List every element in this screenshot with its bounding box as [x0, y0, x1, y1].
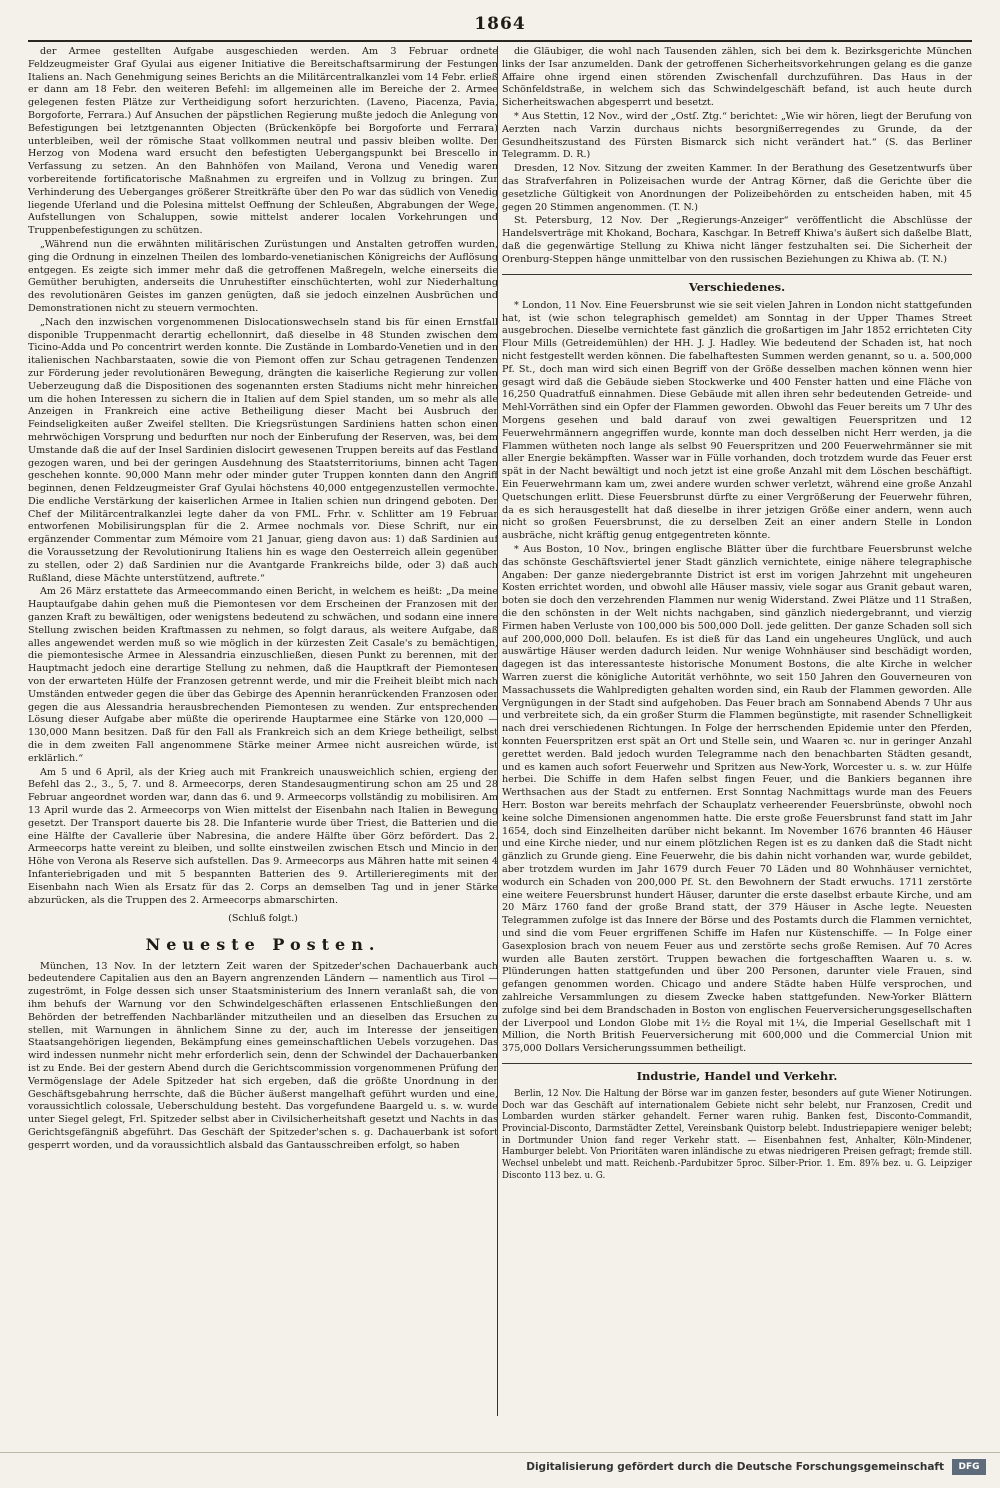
section-heading-misc: Verschiedenes. — [502, 274, 972, 295]
news-paragraph: Dresden, 12 Nov. Sitzung der zweiten Kammer. In der Berathung des Gesetzentwurfs über das Strafverfahren in Polizeisachen wurde der Antrag Körner, daß die Gerichte über die gesetzliche Gültigkeit von Anordnungen der Polizeibehörden zu entscheiden haben, mit 45 gegen 20 Stimmen angenommen. (T. N.) — [502, 163, 972, 213]
industry-paragraph: Berlin, 12 Nov. Die Haltung der Börse war im ganzen fester, besonders auf gute Wiener Notirungen. Doch war das Geschäft auf internationalem Gebiete nicht sehr belebt, nur Franzosen, Credit und Lombarden wurden stärker gehandelt. Ferner waren ruhig. Banken fest, Disconto-Commandit, Provincial-Disconto, Darmstädter Zettel, Vereinsbank Quistorp belebt. Industriepapiere weniger belebt; in Dortmunder Union fand reger Verkehr statt. — Eisenbahnen fest, Anhalter, Köln-Mindener, Hamburger belebt. Von Prioritäten waren inländische zu etwas niedrigeren Preisen gefragt; fremde still. Wechsel unbelebt und matt. Reichenb.-Pardubitzer 5proc. Silber-Prior. 1. Em. 89⅞ bez. u. G. Leipziger Disconto 113 bez. u. G. — [502, 1089, 972, 1181]
left-column — [28, 46, 498, 1424]
article-paragraph: Am 26 März erstattete das Armeecommando einen Bericht, in welchem es heißt: „Da meine Hauptaufgabe dahin gehen muß die Piemontesen vor dem Erscheinen der Franzosen mit der ganzen Kraft zu bewältigen, oder wenigstens bedeutend zu schwächen, und sodann eine innere Stellung zwischen beiden Kraftmassen zu nehmen, so folgt daraus, als weitere Aufgabe, daß alles angewendet werden muß so wie möglich in der kürzesten Zeit Casale's zu bemächtigen, die piemontesische Armee in Alessandria einzuschließen, diesen Punkt zu berennen, mit der Hauptmacht jedoch eine derartige Stellung zu nehmen, daß die Hauptkraft der Piemontesen von der erwarteten Hülfe der Franzosen getrennt werde, und mir die Freiheit bleibt mich nach Umständen entweder gegen die über das Gebirge des Apennin heranrückenden Franzosen oder gegen die aus Alessandria herausbrechenden Piemontesen zu wenden. Zur entsprechenden Lösung dieser Aufgabe aber müßte die operirende Hauptarmee eine Stärke von 120,000 — 130,000 Mann besitzen. Daß für den Fall als Frankreich sich an dem Kriege betheiligt, selbst die in dem zweiten Fall angenommene Stärke meiner Armee nicht ausreichen würde, ist erklärlich.“ — [28, 586, 498, 764]
section-heading-industry: Industrie, Handel und Verkehr. — [502, 1063, 972, 1084]
news-paragraph: St. Petersburg, 12 Nov. Der „Regierungs-Anzeiger“ veröffentlicht die Abschlüsse der Handelsverträge mit Khokand, Bochara, Kaschgar. In Betreff Khiwa's äußert sich daßelbe Blatt, daß die gegenwärtige Stellung zu Khiwa nicht länger festzuhalten sei. Die Sicherheit der Orenburg-Steppen hänge unmittelbar von den russischen Beziehungen zu Khiwa ab. (T. N.) — [502, 215, 972, 265]
news-paragraph: * Aus Stettin, 12 Nov., wird der „Ostſ. Ztg.“ berichtet: „Wie wir hören, liegt der Berufung von Aerzten nach Varzin durchaus nichts besorgnißerregendes zu Grunde, da der Gesundheitszustand des Fürsten Bismarck sich nicht verändert hat.“ (S. das Berliner Telegramm. D. R.) — [502, 110, 972, 161]
article-paragraph: „Nach den inzwischen vorgenommenen Dislocationswechseln stand bis für einen Ernstfall disponible Truppenmacht derartig echellonnirt, daß dieselbe in 48 Stunden zwischen dem Ticino-Adda und Po concentrirt werden konnte. Die Zustände in Lombardo-Venetien und in den italienischen Nachbarstaaten, sowie die von Piemont offen zur Schau getragenen Tendenzen zur Förderung jeder revolutionären Bewegung, drängten die kaiserliche Regierung zur vollen Ueberzeugung daß die Dispositionen des sogenannten ersten Stadiums nicht mehr hinreichen um die hohen Interessen zu sichern die in Italien auf dem Spiel standen, um so mehr als alle Anzeigen in Frankreich eine active Betheiligung dieser Macht bei Ausbruch der Feindseligkeiten außer Zweifel stellten. Die Kriegsrüstungen Sardiniens hatten schon einen mehrwöchigen Vorsprung und bedurften nur noch der Einberufung der Reserven, was, bei dem Umstande daß die auf der Insel Sardinien dislocirt gewesenen Truppen bereits auf das Festland gezogen waren, und bei der geringen Ausdehnung des Staatsterritoriums, binnen acht Tagen geschehen konnte. 90,000 Mann mehr oder minder guter Truppen konnten dann den Angriff beginnen, denen Feldzeugmeister Graf Gyulai höchstens 40,000 entgegenzustellen vermochte. Die endliche Verstärkung der kaiserlichen Armee in Italien schien nun dringend geboten. Der Chef der Militärcentralkanzlei legte daher da von FML. Frhr. v. Schlitter am 19 Februar entworfenen Mobilisirungsplan für die 2. Armee nochmals vor. Diese Schrift, nur ein ergänzender Commentar zum Mémoire vom 21 Januar, gieng davon aus: 1) daß Sardinien auf die Voraussetzung der Revolutionirung Italiens hin es wage den Oesterreich allein gegenüber zu stellen, oder 2) daß Sardinien nur die Avantgarde Frankreichs bilde, oder 3) daß auch Rußland, diese Mächte unterstützend, auftrete.“ — [28, 316, 498, 584]
article-paragraph: Am 5 und 6 April, als der Krieg auch mit Frankreich unausweichlich schien, ergieng der Befehl das 2., 3., 5, 7. und 8. Armeecorps, deren Standesaugmentirung schon am 25 und 28 Februar angeordnet worden war, dann das 6. und 9. Armeecorps vollständig zu mobilisiren. Am 13 April wurde das 2. Armeecorps von Wien mittelst der Eisenbahn nach Italien in Bewegung gesetzt. Der Transport dauerte bis 28. Die Infanterie wurde über Triest, die Batterien und die eine Hälfte der Cavallerie über Nabresina, die andere Hälfte über Görz befördert. Das 2. Armeecorps hatte vereint zu bleiben, und sollte einstweilen zwischen Etsch und Mincio in der Höhe von Verona als Reserve sich aufstellen. Das 9. Armeecorps aus Mähren hatte mit seinen 4 Infanteriebrigaden und mit 5 bespannten Batterien des 9. Artillerieregiments mit der Eisenbahn nach Wien als Ersatz für das 2. Corps an demselben Tag und in jener Stärke abzurücken, als die Truppen des 2. Armeecorps abmarschirten. — [28, 766, 498, 906]
column-divider — [497, 46, 498, 1416]
page-number: 1864 — [474, 14, 526, 34]
dfg-logo: DFG — [952, 1459, 986, 1475]
article-paragraph: „Während nun die erwähnten militärischen Zurüstungen und Anstalten getroffen wurden, ging die Ordnung in einzelnen Theilen des lombardo-venetianischen Königreichs der Auflösung entgegen. Es zeigte sich immer mehr daß die getroffenen Maßregeln, welche einerseits die Gemüther beruhigten, anderseits die Unruhestifter einschüchterten, wohl zur Niederhaltung des revolutionären Geistes im ganzen genügten, daß sie jedoch einzelnen Ausbrüchen und Demonstrationen nicht zu steuern vermochten. — [28, 238, 498, 314]
header-rule — [28, 40, 972, 42]
article-paragraph: der Armee gestellten Aufgabe ausgeschieden werden. Am 3 Februar ordnete Feldzeugmeister Graf Gyulai aus eigener Initiative die Bereitschaftsarmirung der Festungen Italiens an. Nach Genehmigung seines Berichts an die Militärcentralkanzlei vom 14 Febr. erließ er dann am 18 Febr. den weiteren Befehl: im allgemeinen alle im Bereiche der 2. Armee gelegenen festen Plätze zur Vertheidigung sofort herzurichten. (Laveno, Piacenza, Pavia, Borgoforte, Ferrara.) Auf Ansuchen der päpstlichen Regierung mußte jedoch die Anlegung von Befestigungen bei letztgenannten Objecten (Brückenköpfe bei Borgoforte und Ferrara) unterbleiben, weil der römische Staat vollkommen neutral und passiv bleiben wollte. Der Herzog von Modena ward ersucht den befestigten Uebergangspunkt bei Brescello in Verfassung zu setzen. An den Bahnhöfen von Mailand, Verona und Venedig waren vorbereitende fortificatorische Maßnahmen zu ergreifen und in Vollzug zu bringen. Zur Verhinderung des Ueberganges größerer Streitkräfte über den Po war das südlich von Venedig liegende Uferland und die Polesina mittelst Oeffnung der Schleußen, Abgrabungen der Wege, Aufstellungen von Schaluppen, sowie mittelst anderer localen Vorkehrungen und Truppenbefestigungen zu schützen. — [28, 46, 498, 237]
misc-paragraph: * Aus Boston, 10 Nov., bringen englische Blätter über die furchtbare Feuersbrunst welche das schönste Geschäftsviertel jener Stadt gänzlich vernichtete, einige nähere telegraphische Angaben: Der ganze niedergebrannte District ist erst im vorigen Jahrzehnt mit ungeheuren Kosten errichtet worden, und obwohl alle Häuser massiv, viele sogar aus Granit gebaut waren, boten sie doch den verzehrenden Flammen nur wenig Widerstand. Zwei Plätze und 11 Straßen, die den schönsten in der Welt nichts nachgaben, sind gänzlich niedergebrannt, und vierzig Firmen haben Verluste von 100,000 bis 500,000 Doll. jede gelitten. Der ganze Schaden soll sich auf 200,000,000 Doll. belaufen. Es ist dieß für das Land ein ungeheures Unglück, und auch auswärtige Häuser werden dadurch leiden. Nur wenige Wohnhäuser sind beschädigt worden, dagegen ist das interessanteste historische Monument Bostons, die alte Kirche in welcher Warren zuerst die königliche Autorität verhöhnte, wo seit 150 Jahren den Gouverneuren von Massachussets die Wahlpredigten gehalten worden sind, ein Raub der Flammen geworden. Alle Vergnügungen in der Stadt sind aufgehoben. Das Feuer brach am Sonnabend Abends 7 Uhr aus und verbreitete sich, da ein großer Sturm die Flammen begünstigte, mit rasender Schnelligkeit nach drei verschiedenen Richtungen. In Folge der herrschenden Epidemie unter den Pferden, konnten Feuerspritzen erst spät an Ort und Stelle sein, und Waaren ꝛc. nur in geringer Anzahl gerettet werden. Bald jedoch wurden Telegramme nach den benachbarten Städten gesandt, und es kamen auch sofort Feuerwehr und Spritzen aus New-York, Worcester u. s. w. zur Hülfe herbei. Die Schiffe in dem Hafen selbst fingen Feuer, und die Bankiers begannen ihre Werthsachen aus der Stadt zu entfernen. Erst Sonntag Nachmittags wurde man des Feuers Herr. Boston war bereits mehrfach der Schauplatz verheerender Feuersbrünste, obwohl noch keine solche Dimensionen angenommen hatte. Die erste große Feuersbrunst fand statt im Jahr 1654, doch sind Einzelheiten darüber nicht bekannt. Im November 1676 brannten 46 Häuser und eine Kirche nieder, und nur einem plötzlichen Regen ist es zu danken daß die Stadt nicht gänzlich zu Grunde gieng. Eine Feuerwehr, die bis dahin nicht vorhanden war, wurde gebildet, aber trotzdem wurden im Jahr 1679 durch Feuer 70 Läden und 80 Wohnhäuser vernichtet, wodurch ein Schaden von 200,000 Pf. St. den Bewohnern der Stadt erwuchs. 1711 zerstörte eine weitere Feuersbrunst hundert Häuser, darunter die erste daselbst erbaute Kirche, und am 20 März 1760 fand der große Brand statt, der 379 Häuser in Asche legte. Neuesten Telegrammen zufolge ist das Innere der Börse und des Postamts durch die Flammen vernichtet, und sind die vom Feuer ergriffenen Schiffe im Hafen nur Küstenschiffe. — In Folge einer Gasexplosion brach von neuem Feuer aus und zerstörte sechs große Remisen. Auf 70 Acres wurden alle Bauten zerstört. Truppen bewachen die fortgeschafften Waaren u. s. w. Plünderungen hatten stattgefunden und über 200 Personen, darunter viele Frauen, sind gefangen genommen worden. Chicago und andere Städte haben Hülfe versprochen, und zahlreiche Versammlungen zu diesem Zwecke haben stattgefunden. New-Yorker Blättern zufolge sind bei dem Brandschaden in Boston von englischen Feuerversicherungsgesellschaften der Liverpool und London Globe mit 1½ die Royal mit 1¼, die Imperial Gesellschaft mit 1 Million, die North British Feuerversicherung mit 600,000 und die Commercial Union mit 375,000 Dollars Versicherungssummen betheiligt. — [502, 544, 972, 1055]
news-paragraph: die Gläubiger, die wohl nach Tausenden zählen, sich bei dem k. Bezirksgerichte München links der Isar anzumelden. Dank der getroffenen Sicherheitsvorkehrungen gelang es die ganze Affaire ohne irgend einen störenden Zwischenfall durchzuführen. Das Haus in der Schönfeldstraße, in welchem sich das Schwindelgeschäft befand, ist auch heute durch Sicherheitswachen abgesperrt und besetzt. — [502, 46, 972, 109]
misc-paragraph: * London, 11 Nov. Eine Feuersbrunst wie sie seit vielen Jahren in London nicht stattgefunden hat, ist (wie schon telegraphisch gemeldet) am Sonntag in der Upper Thames Street ausgebrochen. Dieselbe vernichtete fast gänzlich die großartigen im Jahr 1852 errichteten City Flour Mills (Getreidemühlen) der HH. J. J. Hadley. Wie bedeutend der Schaden ist, hat noch nicht festgestellt werden können. Die fabelhaftesten Summen werden genannt, so u. a. 500,000 Pf. St., doch man wird sich einen Begriff von der Größe desselben machen können wenn hier gesagt wird daß die Gebäude sieben Stockwerke und 400 Fenster hatten und eine Fläche von 16,250 Quadratfuß einnahmen. Diese Gebäude mit allen ihren sehr bedeutenden Getreide- und Mehl-Vorräthen sind ein Opfer der Flammen geworden. Obwohl das Feuer bereits um 7 Uhr des Morgens gesehen und bald darauf von zwei gewaltigen Feuerspritzen und 12 Feuerwehrmännern angegriffen wurde, konnte man doch desselben nicht Herr werden, ja die Flammen wütheten noch lange als selbst 90 Feuerspritzen und 200 Feuerwehrmänner sie mit aller Energie bekämpften. Wasser war in Fülle vorhanden, doch trotzdem wurde das Feuer erst spät in der Nacht bewältigt und noch jetzt ist eine große Anzahl mit dem Löschen beschäftigt. Ein Feuerwehrmann kam um, zwei andere wurden schwer verletzt, während eine große Anzahl Quetschungen erlitt. Diese Feuersbrunst dürfte zu einer Vergrößerung der Feuerwehr führen, da es sich herausgestellt hat daß dieselbe in ihrer jetzigen Größe einer andern, wenn auch nicht so großen Feuersbrunst, die zu derselben Zeit an einer andern Stelle in London ausbräche, nicht kräftig genug entgegentreten könnte. — [502, 299, 972, 542]
section-heading-latest-posts: Neueste Posten. — [145, 935, 381, 955]
footer-credit: Digitalisierung gefördert durch die Deutsche Forschungsgemeinschaft — [526, 1461, 944, 1473]
news-paragraph: München, 13 Nov. In der letztern Zeit waren der Spitzeder'schen Dachauerbank auch bedeutendere Capitalien aus den an Bayern angrenzenden Ländern — namentlich aus Tirol — zugeströmt, in Folge dessen sich unser Staatsministerium des Innern veranlaßt sah, die von ihm behufs der Warnung vor den Schwindelgeschäften erlassenen Entschließungen den Behörden der betreffenden Nachbarländer mitzutheilen und an dieselben das Ersuchen zu stellen, mit Warnungen in ähnlichem Sinne zu der, auch im Interesse der jenseitigen Staatsangehörigen liegenden, Bekämpfung eines gemeinschaftlichen Uebels vorzugehen. Das wird indessen nunmehr nicht mehr erforderlich sein, denn der Schwindel der Dachauerbanken ist zu Ende. Bei der gestern Abend durch die Gerichtscommission vorgenommenen Prüfung der Vermögenslage der Adele Spitzeder hat sich ergeben, daß die größte Unordnung in der Geschäftsgebahrung herrschte, daß die Bücher äußerst mangelhaft geführt wurden und eine, voraussichtlich colossale, Ueberschuldung besteht. Das vorgefundene Baargeld u. s. w. wurde unter Siegel gelegt, Frl. Spitzeder selbst aber in Civilsicherheitshaft gesetzt und Nachts in das Gerichtsgefängniß abgeführt. Das Geschäft der Spitzeder'schen s. g. Dachauerbank ist sofort gesperrt worden, und da voraussichtlich alsbald das Gantausschreiben erfolgt, so haben — [28, 960, 498, 1151]
footer-bar — [0, 1452, 1000, 1488]
continued-note: (Schluß folgt.) — [228, 913, 298, 925]
right-column — [502, 46, 972, 1424]
